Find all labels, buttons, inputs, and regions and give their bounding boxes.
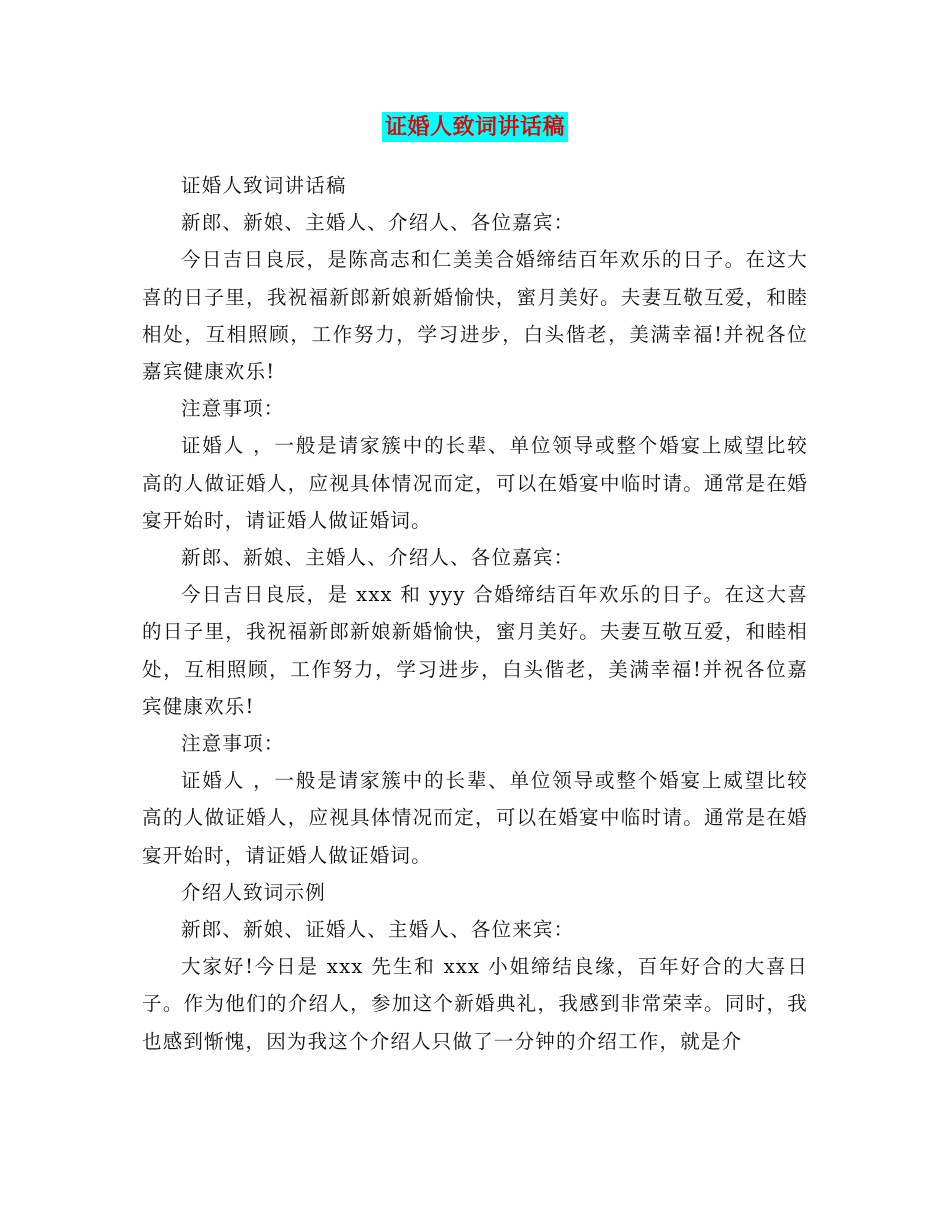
paragraph-speech: 今日吉日良辰，是陈高志和仁美美合婚缔结百年欢乐的日子。在这大喜的日子里，我祝福新郎新娘新婚愉快，蜜月美好。夫妻互敬互爱，和睦相处，互相照顾，工作努力，学习进步，白头偕老，美满幸福!并祝各位嘉宾健康欢乐! — [142, 248, 808, 384]
paragraph-heading: 证婚人致词讲话稿 — [181, 174, 347, 197]
paragraph-notes-heading: 注意事项： — [181, 397, 285, 421]
paragraph-speech: 今日吉日良辰，是 xxx 和 yyy 合婚缔结百年欢乐的日子。在这大喜的日子里，我祝福新郎新娘新婚愉快，蜜月美好。夫妻互敬互爱，和睦相处，互相照顾，工作努力，学习进步，白头偕老，美满幸福!并祝各位嘉宾健康欢乐! — [142, 583, 808, 718]
document-title: 证婚人致词讲话稿 — [382, 112, 568, 142]
paragraph-notes-heading: 注意事项： — [181, 732, 285, 756]
paragraph-salutation: 新郎、新娘、主婚人、介绍人、各位嘉宾： — [181, 211, 575, 235]
paragraph-notes: 证婚人 ，一般是请家簇中的长辈、单位领导或整个婚宴上威望比较高的人做证婚人，应视具体情况而定，可以在婚宴中临时请。通常是在婚宴开始时，请证婚人做证婚词。 — [142, 769, 808, 867]
paragraph-salutation: 新郎、新娘、证婚人、主婚人、各位来宾： — [181, 918, 575, 942]
document-body — [142, 167, 808, 1060]
title-container — [0, 112, 950, 142]
paragraph-notes: 证婚人 ，一般是请家簇中的长辈、单位领导或整个婚宴上威望比较高的人做证婚人，应视具体情况而定，可以在婚宴中临时请。通常是在婚宴开始时，请证婚人做证婚词。 — [142, 434, 808, 532]
paragraph-speech: 大家好!今日是 xxx 先生和 xxx 小姐缔结良缘，百年好合的大喜日子。作为他们的介绍人，参加这个新婚典礼，我感到非常荣幸。同时，我也感到惭愧，因为我这个介绍人只做了一分钟的介绍工作，就是介 — [142, 955, 808, 1053]
paragraph-section-heading: 介绍人致词示例 — [181, 880, 326, 904]
paragraph-salutation: 新郎、新娘、主婚人、介绍人、各位嘉宾： — [181, 546, 575, 570]
